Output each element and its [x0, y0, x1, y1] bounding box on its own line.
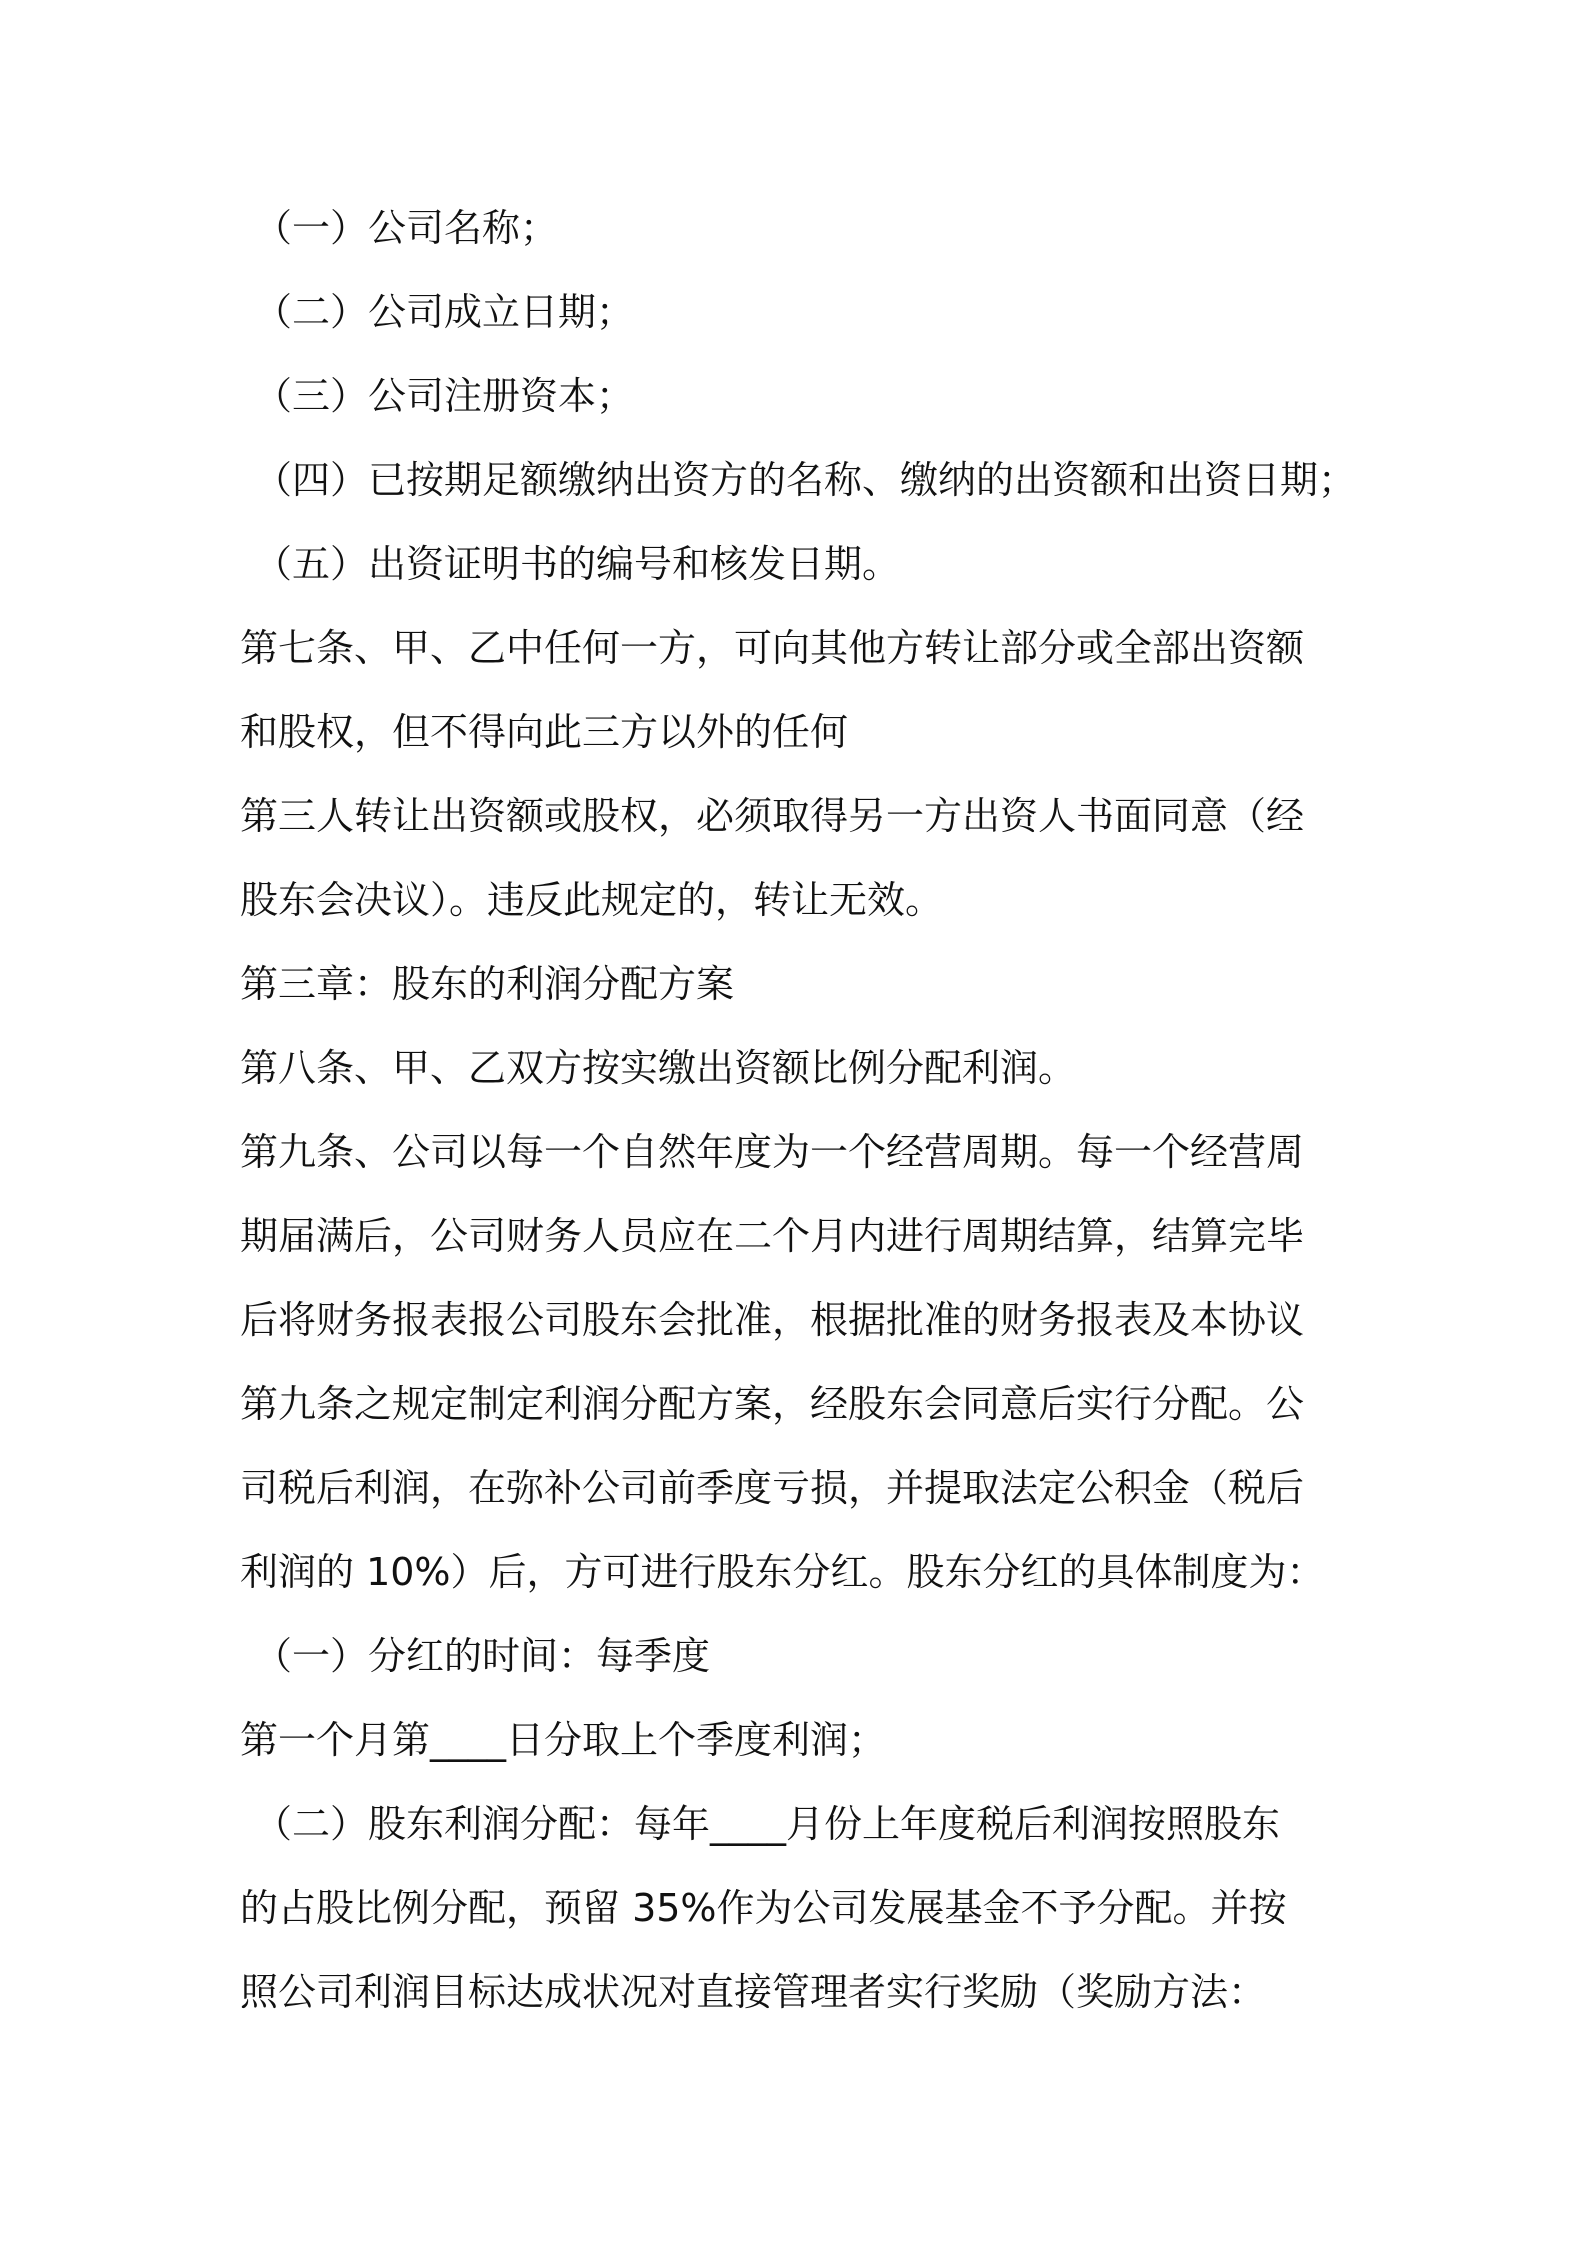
dividend-time-detail: 第一个月第____日分取上个季度利润； — [240, 1718, 887, 1762]
article-7-line-3: 第三人转让出资额或股权，必须取得另一方出资人书面同意（经 — [240, 794, 1305, 838]
profit-distribution-line-2: 的占股比例分配，预留 35%作为公司发展基金不予分配。并按 — [240, 1886, 1287, 1930]
profit-distribution-line-3: 照公司利润目标达成状况对直接管理者实行奖励（奖励方法： — [240, 1970, 1267, 2014]
list-item-registered-capital: （三）公司注册资本； — [254, 374, 635, 418]
article-9-line-1: 第九条、公司以每一个自然年度为一个经营周期。每一个经营周 — [240, 1130, 1305, 1174]
article-7-line-4: 股东会决议）。违反此规定的，转让无效。 — [240, 878, 944, 922]
list-item-certificate-number: （五）出资证明书的编号和核发日期。 — [254, 542, 901, 586]
article-8: 第八条、甲、乙双方按实缴出资额比例分配利润。 — [240, 1046, 1077, 1090]
list-item-paid-contributors: （四）已按期足额缴纳出资方的名称、缴纳的出资额和出资日期； — [254, 458, 1357, 502]
article-7-line-1: 第七条、甲、乙中任何一方，可向其他方转让部分或全部出资额 — [240, 626, 1305, 670]
chapter-3-heading: 第三章：股东的利润分配方案 — [240, 962, 735, 1006]
list-item-company-name: （一）公司名称； — [254, 206, 559, 250]
article-9-line-3: 后将财务报表报公司股东会批准，根据批准的财务报表及本协议 — [240, 1298, 1305, 1342]
list-item-establishment-date: （二）公司成立日期； — [254, 290, 635, 334]
article-9-line-5: 司税后利润，在弥补公司前季度亏损，并提取法定公积金（税后 — [240, 1466, 1305, 1510]
dividend-time-item: （一）分红的时间：每季度 — [254, 1634, 711, 1678]
article-7-line-2: 和股权，但不得向此三方以外的任何 — [240, 710, 849, 754]
article-9-line-2: 期届满后，公司财务人员应在二个月内进行周期结算，结算完毕 — [240, 1214, 1305, 1258]
article-9-line-4: 第九条之规定制定利润分配方案，经股东会同意后实行分配。公 — [240, 1382, 1305, 1426]
profit-distribution-line-1: （二）股东利润分配：每年____月份上年度税后利润按照股东 — [254, 1802, 1281, 1846]
article-9-line-6: 利润的 10%）后，方可进行股东分红。股东分红的具体制度为： — [240, 1550, 1325, 1594]
